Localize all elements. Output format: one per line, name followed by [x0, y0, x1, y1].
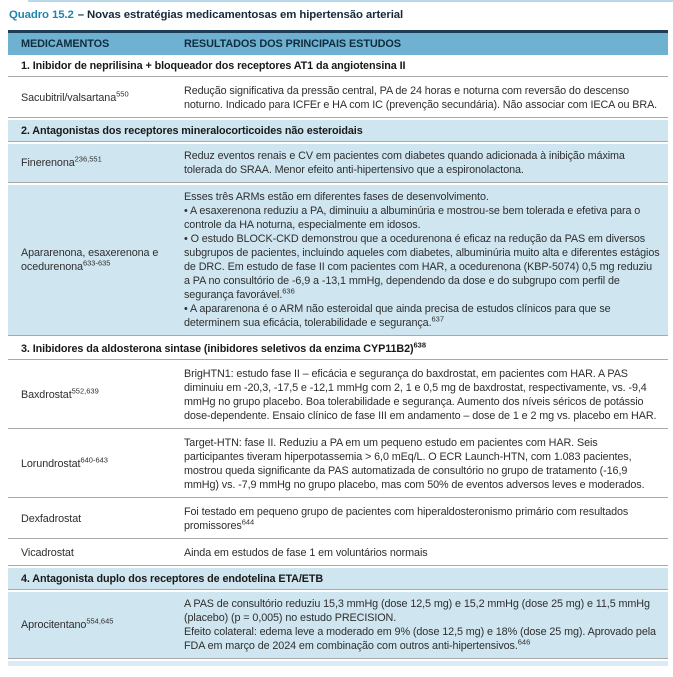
- reference-superscript: 640-643: [80, 455, 108, 465]
- table-body: [8, 55, 668, 659]
- medication-name: Vicadrostat: [21, 547, 74, 559]
- table-row: [8, 431, 668, 498]
- reference-superscript: 644: [241, 517, 255, 527]
- reference-superscript: 636: [282, 286, 295, 296]
- medications-table: [8, 30, 668, 666]
- results-cell: [176, 362, 668, 428]
- result-paragraph: • A esaxerenona reduziu a PA, diminuiu a albuminúria e mostrou-se bem tolerada e efetiva para o controle da HA noturna, especialmente em idosos.: [184, 205, 641, 231]
- results-cell: [176, 185, 668, 335]
- medication-cell: [8, 86, 176, 110]
- medication-cell: [8, 383, 176, 407]
- result-paragraph: Redução significativa da pressão central, PA de 24 horas e noturna com reversão do descenso noturno. Indicado para ICFEr e HA com IC (prevenção secundária). Não associar com IECA ou BRA.: [184, 85, 658, 111]
- section-row: [8, 120, 668, 142]
- reference-superscript: 638: [413, 340, 427, 350]
- result-paragraph: Foi testado em pequeno grupo de pacientes com hiperaldosteronismo primário com resultados promissores$^{644}$: [184, 506, 629, 532]
- result-paragraph: • O estudo BLOCK-CKD demonstrou que a ocedurenona é eficaz na redução da PAS em diversos subgrupos de pacientes, incluindo aqueles com diabetes, albuminúria muito alta e diferentes estágios de DRC. Em estudo de fase II com pacientes com HAR, a ocedurenona (KBP-5074) 0,5 mg reduziu a PA no consultório de -6,9 a -13,1 mmHg, dependendo da dose e do subgrupo com perfil de segurança favorável.$^{636}$: [184, 233, 660, 301]
- reference-superscript: 646: [517, 637, 531, 647]
- result-paragraph: A PAS de consultório reduziu 15,3 mmHg (dose 12,5 mg) e 15,2 mmHg (dose 25 mg) e 11,5 mmHg (placebo) (p = 0,005) no estudo PRECISION.: [184, 598, 650, 624]
- results-cell: [176, 144, 668, 182]
- medication-cell: [8, 452, 176, 476]
- reference-superscript: 633-635: [82, 258, 111, 268]
- reference-superscript: 637: [431, 314, 444, 324]
- section-title: 2. Antagonistas dos receptores mineralocorticoides não esteroidais: [21, 125, 363, 137]
- results-cell: [176, 541, 668, 565]
- table-number: Quadro 15.2: [9, 9, 74, 21]
- result-paragraph: • A apararenona é o ARM não esteroidal que ainda precisa de estudos clínicos para que se determinem sua eficácia, tolerabilidade e segurança.$^{637}$: [184, 303, 611, 329]
- table-row: [8, 362, 668, 429]
- reference-superscript: 550: [116, 89, 129, 99]
- result-paragraph: Efeito colateral: edema leve a moderado em 9% (dose 12,5 mg) e 18% (dose 25 mg). Aprovado pela FDA em março de 2024 em combinação com outros anti-hipertensivos.$^{646}$: [184, 626, 656, 652]
- table-row: [8, 592, 668, 659]
- medication-name: Sacubitril/valsartana$^{550}$: [21, 89, 129, 104]
- result-paragraph: Ainda em estudos de fase 1 em voluntários normais: [184, 547, 428, 559]
- section-row: [8, 338, 668, 360]
- section-row: [8, 568, 668, 590]
- table-row: [8, 185, 668, 336]
- results-cell: [176, 500, 668, 538]
- header-col-results: RESULTADOS DOS PRINCIPAIS ESTUDOS: [184, 38, 401, 50]
- result-paragraph: Reduz eventos renais e CV em pacientes com diabetes quando adicionada à inibição máxima tolerada do SRAA. Menor efeito anti-hipertensivo que a espironolactona.: [184, 150, 625, 176]
- medication-name: Baxdrostat$^{552,639}$: [21, 386, 99, 401]
- results-cell: [176, 592, 668, 658]
- results-cell: [176, 79, 668, 117]
- medication-cell: [8, 151, 176, 175]
- top-accent-line: [28, 0, 673, 2]
- reference-superscript: 236,551: [74, 154, 102, 164]
- table-title-text: – Novas estratégias medicamentosas em hipertensão arterial: [77, 9, 404, 21]
- result-paragraph: Esses três ARMs estão em diferentes fases de desenvolvimento.: [184, 191, 489, 203]
- results-cell: [176, 431, 668, 497]
- header-col-medications: MEDICAMENTOS: [21, 38, 110, 50]
- reference-superscript: 552,639: [71, 386, 99, 396]
- result-paragraph: BrigHTN1: estudo fase II – eficácia e segurança do baxdrostat, em pacientes com HAR. A PAS diminuiu em -20,3, -17,5 e -12,1 mmHg com 2, 1 e 0,5 mg de baxdrostat, respectivamente, vs. -9,4 mmHg no grupo placebo. Boa tolerabilidade e segurança. Aumento dos níveis séricos de potássio dose-dependente. Ensaio clínico de fase III em andamento – dose de 1 e 2 mg vs. placebo em HAR.: [184, 368, 657, 422]
- section-row: [8, 55, 668, 77]
- section-title: 3. Inibidores da aldosterona sintase (inibidores seletivos da enzima CYP11B2)$^{638}$: [21, 340, 427, 355]
- result-paragraph: Target-HTN: fase II. Reduziu a PA em um pequeno estudo em pacientes com HAR. Seis participantes tiveram hiperpotassemia > 6,0 mEq/L. O ECR Launch-HTN, com 1.083 pacientes, mostrou queda significante da PAS automatizada de consultório no grupo de tratamento (-16,9 mmHg) vs. -7,9 mmHg no grupo placebo, mas com 50% de eventos adversos leves e moderados.: [184, 437, 645, 491]
- medication-cell: [8, 613, 176, 637]
- section-title: 4. Antagonista duplo dos receptores de endotelina ETA/ETB: [21, 573, 324, 585]
- medication-name: Lorundrostat$^{640-643}$: [21, 455, 108, 470]
- medication-cell: [8, 541, 176, 565]
- table-row: [8, 144, 668, 183]
- bottom-strip: [8, 661, 668, 666]
- table-row: [8, 79, 668, 118]
- medication-name: Dexfadrostat: [21, 513, 82, 525]
- table-header: [8, 30, 668, 55]
- medication-name: Aprocitentano$^{554,645}$: [21, 616, 114, 631]
- medication-name: Apararenona, esaxerenona e ocedurenona$^{633-635}$: [21, 247, 159, 273]
- reference-superscript: 554,645: [86, 616, 114, 626]
- table-row: [8, 500, 668, 539]
- medication-cell: [8, 507, 176, 531]
- table-row: [8, 541, 668, 566]
- page-title: [0, 0, 673, 28]
- medication-cell: [8, 241, 176, 279]
- medication-name: Finerenona$^{236,551}$: [21, 154, 102, 169]
- section-title: 1. Inibidor de neprilisina + bloqueador dos receptores AT1 da angiotensina II: [21, 60, 406, 72]
